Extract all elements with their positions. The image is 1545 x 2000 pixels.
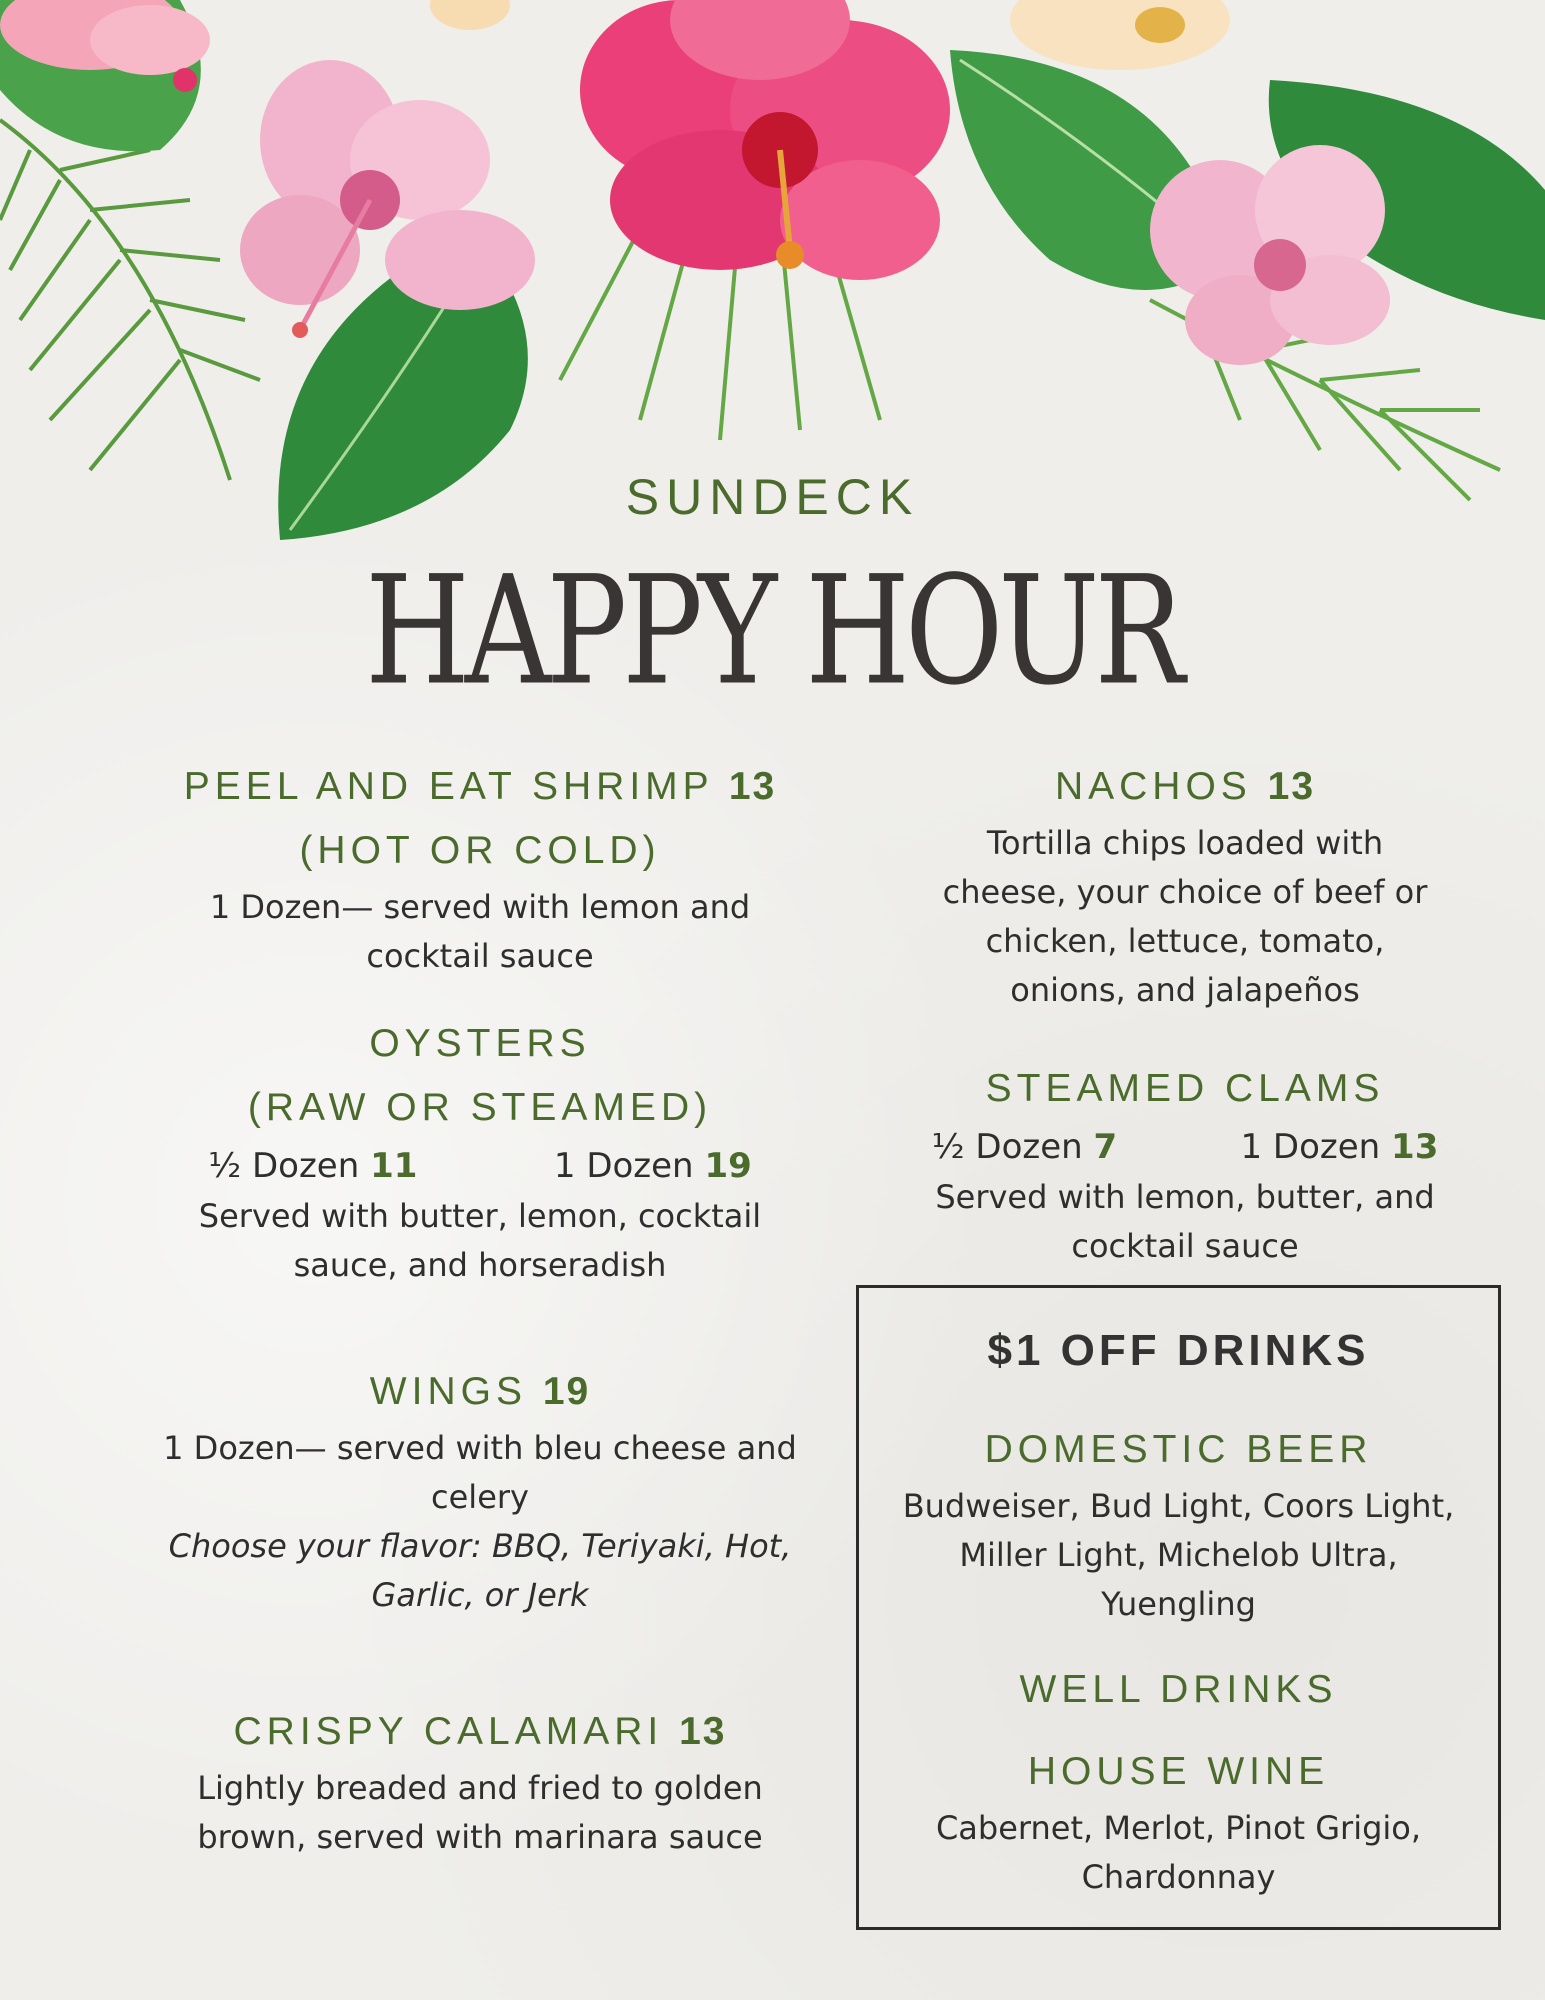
item-name: STEAMED CLAMS bbox=[985, 1067, 1385, 1110]
price-options bbox=[140, 1140, 820, 1192]
dozen-price: 19 bbox=[704, 1146, 752, 1186]
brand-name: SUNDECK bbox=[625, 469, 920, 525]
drink-category: WELL DRINKS bbox=[1019, 1668, 1338, 1711]
flavor-options: Garlic, or Jerk bbox=[371, 1576, 589, 1614]
half-dozen-label: ½ Dozen bbox=[931, 1127, 1083, 1167]
drinks-heading: $1 OFF DRINKS bbox=[987, 1326, 1370, 1375]
drinks-box bbox=[856, 1285, 1501, 1930]
dozen-label: 1 Dozen bbox=[553, 1146, 694, 1186]
drinks-wine bbox=[859, 1740, 1498, 1902]
item-name: CRISPY CALAMARI bbox=[233, 1710, 664, 1753]
flavor-options: Choose your flavor: BBQ, Teriyaki, Hot, bbox=[168, 1527, 792, 1565]
item-description: 1 Dozen— served with bleu cheese and bbox=[163, 1429, 797, 1467]
dozen-label: 1 Dozen bbox=[1240, 1127, 1381, 1167]
item-name: OYSTERS bbox=[369, 1022, 591, 1065]
item-price: 19 bbox=[542, 1370, 591, 1413]
item-description: celery bbox=[431, 1478, 529, 1516]
drink-list: Cabernet, Merlot, Pinot Grigio, bbox=[935, 1809, 1422, 1847]
half-dozen-label: ½ Dozen bbox=[208, 1146, 360, 1186]
item-name: WINGS bbox=[369, 1370, 527, 1413]
drink-category: HOUSE WINE bbox=[1027, 1750, 1330, 1793]
item-price: 13 bbox=[1267, 765, 1316, 808]
hibiscus-flower-icon bbox=[1150, 145, 1390, 365]
item-name: PEEL AND EAT SHRIMP bbox=[183, 765, 713, 808]
item-subtitle: (RAW OR STEAMED) bbox=[247, 1086, 713, 1129]
item-description: 1 Dozen— served with lemon and bbox=[209, 888, 751, 926]
drinks-beer bbox=[859, 1418, 1498, 1629]
menu-item-oysters bbox=[140, 1012, 820, 1290]
hibiscus-flower-icon bbox=[580, 0, 950, 280]
half-dozen-price: 11 bbox=[370, 1146, 418, 1186]
item-description: chicken, lettuce, tomato, bbox=[985, 922, 1385, 960]
item-description: cheese, your choice of beef or bbox=[942, 873, 1428, 911]
menu-item-wings bbox=[130, 1360, 830, 1620]
menu-item-shrimp bbox=[140, 755, 820, 981]
drink-list: Miller Light, Michelob Ultra, bbox=[959, 1536, 1398, 1574]
price-options bbox=[870, 1121, 1500, 1173]
item-description: Served with butter, lemon, cocktail bbox=[198, 1197, 762, 1235]
flower-icon bbox=[1010, 0, 1230, 70]
item-description: cocktail sauce bbox=[1071, 1227, 1299, 1265]
half-dozen-price: 7 bbox=[1093, 1127, 1118, 1167]
drink-list: Budweiser, Bud Light, Coors Light, bbox=[902, 1487, 1455, 1525]
palm-frond-icon bbox=[0, 120, 260, 480]
item-description: Tortilla chips loaded with bbox=[986, 824, 1384, 862]
page-title: HAPPY HOUR bbox=[365, 545, 1180, 719]
item-description: Served with lemon, butter, and bbox=[935, 1178, 1435, 1216]
item-price: 13 bbox=[728, 765, 777, 808]
flower-icon bbox=[430, 0, 510, 30]
drinks-well bbox=[859, 1658, 1498, 1722]
item-description: sauce, and horseradish bbox=[293, 1246, 667, 1284]
drink-list: Yuengling bbox=[1101, 1585, 1256, 1623]
item-description: brown, served with marinara sauce bbox=[197, 1818, 763, 1856]
item-price: 13 bbox=[679, 1710, 727, 1753]
drink-list: Chardonnay bbox=[1081, 1858, 1276, 1896]
menu-item-clams bbox=[870, 1057, 1500, 1271]
item-description: onions, and jalapeños bbox=[1010, 971, 1360, 1009]
item-description: Lightly breaded and fried to golden bbox=[197, 1769, 763, 1807]
menu-item-calamari bbox=[140, 1700, 820, 1862]
item-name: NACHOS bbox=[1054, 765, 1252, 808]
item-subtitle: (HOT OR COLD) bbox=[299, 829, 661, 872]
item-description: cocktail sauce bbox=[366, 937, 594, 975]
dozen-price: 13 bbox=[1391, 1127, 1439, 1167]
drink-category: DOMESTIC BEER bbox=[984, 1428, 1373, 1471]
menu-item-nachos bbox=[870, 755, 1500, 1015]
